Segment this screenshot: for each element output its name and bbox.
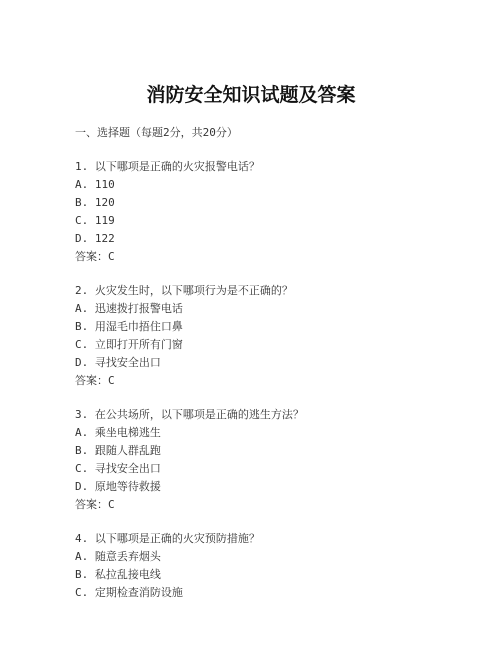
question-stem: 1. 以下哪项是正确的火灾报警电话？ bbox=[75, 160, 260, 173]
option-a: A. 随意丢弃烟头 bbox=[75, 550, 161, 563]
document-title: 消防安全知识试题及答案 bbox=[146, 84, 356, 106]
section-heading: 一、选择题（每题2分，共20分） bbox=[75, 126, 238, 139]
option-c: C. 定期检查消防设施 bbox=[75, 586, 183, 599]
option-c: C. 119 bbox=[75, 214, 115, 227]
question-block bbox=[75, 158, 475, 266]
option-c: C. 立即打开所有门窗 bbox=[75, 338, 183, 351]
option-d: D. 寻找安全出口 bbox=[75, 356, 161, 369]
answer-line: 答案：C bbox=[75, 374, 115, 387]
option-a: A. 110 bbox=[75, 178, 115, 191]
document-body bbox=[75, 124, 475, 602]
option-a: A. 乘坐电梯逃生 bbox=[75, 426, 161, 439]
question-stem: 2. 火灾发生时，以下哪项行为是不正确的？ bbox=[75, 284, 293, 297]
answer-line: 答案：C bbox=[75, 498, 115, 511]
question-block bbox=[75, 282, 475, 390]
question-stem: 4. 以下哪项是正确的火灾预防措施？ bbox=[75, 532, 260, 545]
question-block bbox=[75, 406, 475, 514]
question-block bbox=[75, 530, 475, 602]
option-b: B. 私拉乱接电线 bbox=[75, 568, 161, 581]
option-b: B. 跟随人群乱跑 bbox=[75, 444, 161, 457]
option-d: D. 122 bbox=[75, 232, 115, 245]
option-d: D. 原地等待救援 bbox=[75, 480, 161, 493]
option-c: C. 寻找安全出口 bbox=[75, 462, 161, 475]
option-a: A. 迅速拨打报警电话 bbox=[75, 302, 183, 315]
option-b: B. 120 bbox=[75, 196, 115, 209]
question-stem: 3. 在公共场所，以下哪项是正确的逃生方法？ bbox=[75, 408, 304, 421]
answer-line: 答案：C bbox=[75, 250, 115, 263]
option-b: B. 用湿毛巾捂住口鼻 bbox=[75, 320, 183, 333]
